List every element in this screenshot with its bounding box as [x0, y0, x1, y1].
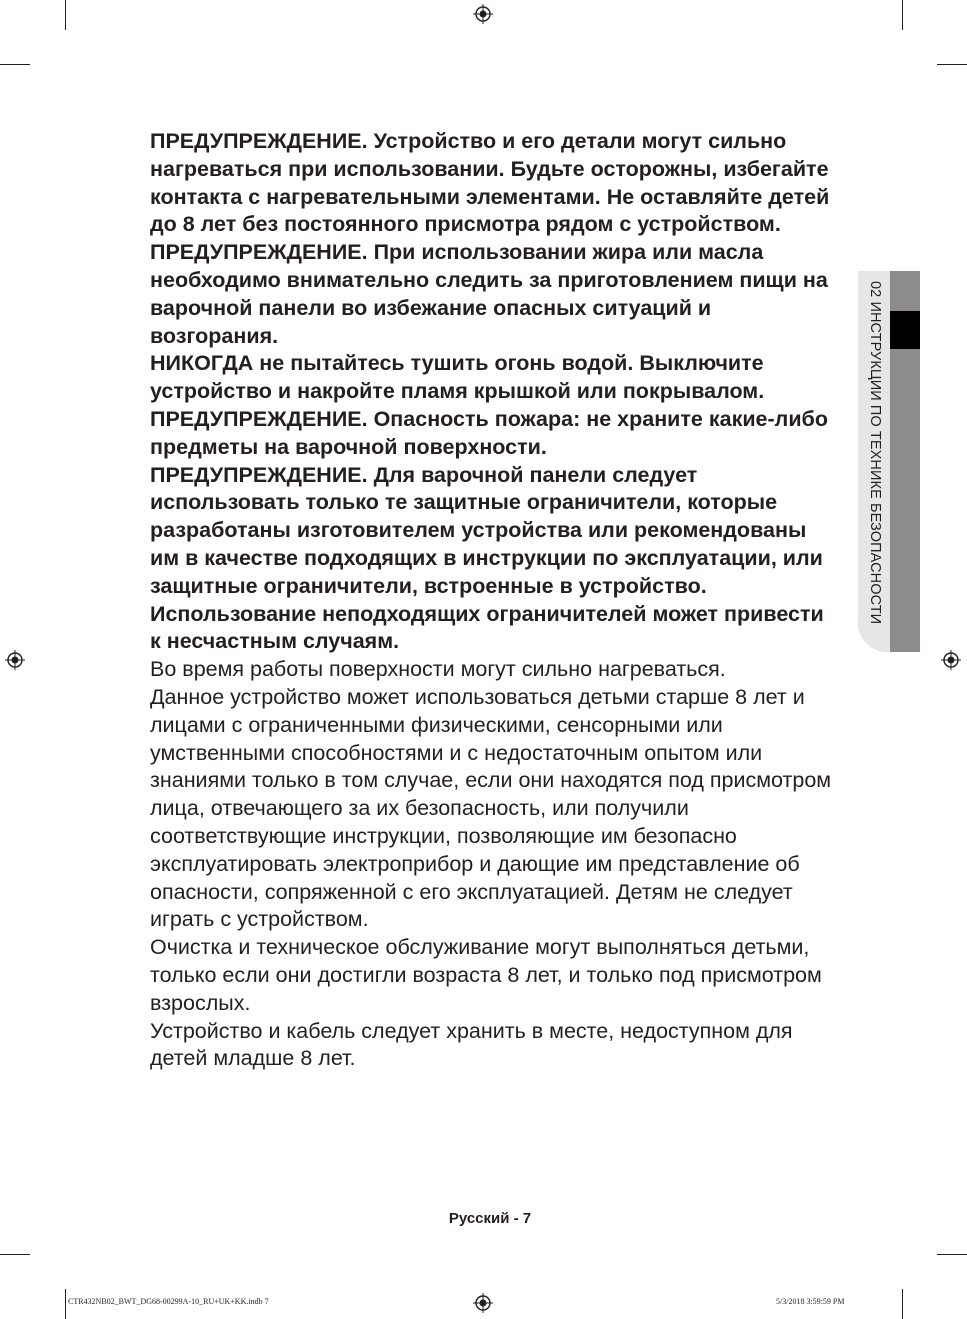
- safety-instructions-body: [150, 128, 840, 1073]
- crop-mark: [937, 1254, 967, 1255]
- crop-mark: [65, 0, 66, 30]
- print-slug-file: CTR432NB02_BWT_DG68-00299A-10_RU+UK+KK.indb 7: [68, 1297, 269, 1306]
- crop-mark: [65, 1289, 66, 1319]
- note-children-use: Данное устройство может использоваться детьми старше 8 лет и лицами с ограниченными физическими, сенсорными или умственными способностями и с недостаточным опытом или знаниями только в том случае, если они находятся под присмотром лица, отвечающего за их безопасность, или получили соответствующие инструкции, позволяющие им безопасно эксплуатировать электроприбор и дающие им представление об опасности, сопряженной с его эксплуатацией. Детям не следует играть с устройством.: [150, 684, 832, 932]
- note-cleaning: Очистка и техническое обслуживание могут выполняться детьми, только если они достигли возраста 8 лет, и только под присмотром взрослых.: [150, 935, 822, 1015]
- crop-mark: [902, 1289, 903, 1319]
- print-slug-date: 5/3/2018 3:59:59 PM: [776, 1297, 845, 1306]
- crop-mark: [902, 0, 903, 30]
- note-storage: Устройство и кабель следует хранить в месте, недоступном для детей младше 8 лет.: [150, 1018, 793, 1071]
- chapter-side-tab: [858, 271, 920, 652]
- chapter-label: 02 ИНСТРУКЦИИ ПО ТЕХНИКЕ БЕЗОПАСНОСТИ: [867, 281, 883, 625]
- registration-mark-icon: [473, 4, 493, 24]
- crop-mark: [0, 64, 30, 65]
- registration-mark-icon: [473, 1293, 493, 1313]
- registration-mark-icon: [5, 650, 25, 670]
- warning-fire-storage: ПРЕДУПРЕЖДЕНИЕ. Опасность пожара: не храните какие-либо предметы на варочной поверхности.: [150, 406, 828, 459]
- side-tab-marker: [890, 311, 920, 349]
- warning-fat-oil: ПРЕДУПРЕЖДЕНИЕ. При использовании жира или масла необходимо внимательно следить за приготовлением пищи на варочной панели во избежание опасных ситуаций и возгорания.: [150, 240, 828, 348]
- note-surfaces-hot: Во время работы поверхности могут сильно нагреваться.: [150, 657, 726, 682]
- warning-guards: ПРЕДУПРЕЖДЕНИЕ. Для варочной панели следует использовать только те защитные ограничители, которые разработаны изготовителем устройства или рекомендованы им в качестве подходящих в инструкции по эксплуатации, или защитные ограничители, встроенные в устройство. Использование неподходящих ограничителей может привести к несчастным случаям.: [150, 462, 824, 654]
- crop-mark: [0, 1254, 30, 1255]
- crop-mark: [937, 64, 967, 65]
- registration-mark-icon: [941, 650, 961, 670]
- warning-never-water: НИКОГДА не пытайтесь тушить огонь водой. Выключите устройство и накройте пламя крышкой или покрывалом.: [150, 351, 765, 404]
- warning-hot-parts: ПРЕДУПРЕЖДЕНИЕ. Устройство и его детали могут сильно нагреваться при использовании. Будьте осторожны, избегайте контакта с нагревательными элементами. Не оставляйте детей до 8 лет без постоянного присмотра рядом с устройством.: [150, 129, 830, 237]
- page-number: Русский - 7: [448, 1210, 532, 1227]
